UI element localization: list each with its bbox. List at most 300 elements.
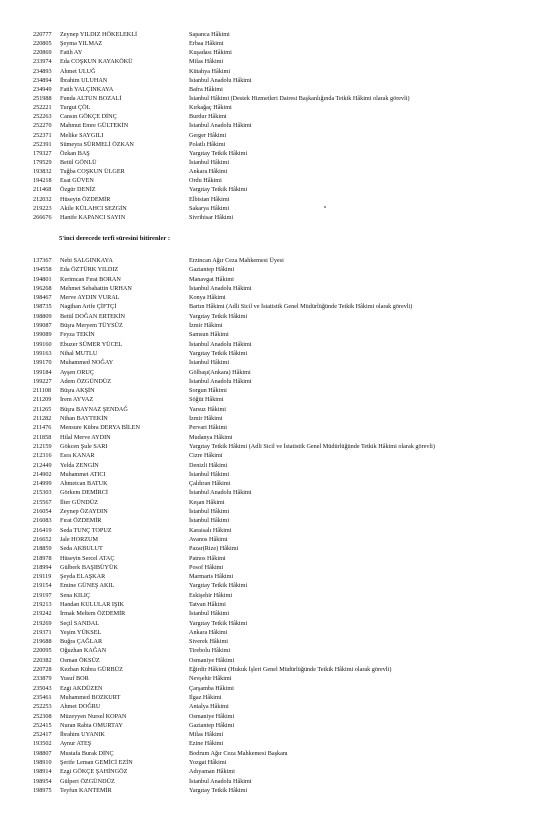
sicil-number: 219371: [33, 628, 52, 636]
sicil-number: 219242: [33, 610, 52, 618]
sicil-number: 252270: [33, 122, 52, 130]
table-row: [33, 442, 513, 451]
court-assignment: Ankara Hâkimi: [189, 168, 228, 176]
sicil-number: 220728: [33, 666, 52, 674]
table-row: [33, 600, 513, 609]
section-heading: 5'inci derecede terfi süresini bitirenler :: [59, 235, 171, 242]
sicil-number: 198954: [33, 777, 52, 785]
sicil-number: 214902: [33, 470, 52, 478]
table-row: [33, 488, 513, 497]
table-row: [33, 730, 513, 739]
table-row: [33, 721, 513, 730]
judge-name: Fırat ÖZDEMİR: [60, 517, 102, 525]
judge-name: Feyza TEKİN: [60, 331, 95, 339]
court-assignment: Denizli Hâkimi: [189, 461, 228, 469]
judge-name: Hüseyin Sercel ATAÇ: [60, 554, 115, 562]
table-row: [33, 433, 513, 442]
court-assignment: Milas Hâkimi: [189, 58, 224, 66]
table-row: [33, 377, 513, 386]
sicil-number: 216419: [33, 526, 52, 534]
promotion-list-fifth-degree: [33, 256, 513, 795]
court-assignment: Cizre Hâkimi: [189, 452, 223, 460]
judge-name: Betül DOĞAN ERTEKİN: [60, 312, 125, 320]
court-assignment: İstanbul Anadolu Hâkimi: [189, 377, 252, 385]
court-assignment: Gerger Hâkimi: [189, 131, 227, 139]
judge-name: Betül GÖNLÜ: [60, 158, 97, 166]
sicil-number: 220777: [33, 31, 52, 38]
court-assignment: Sapanca Hâkimi: [189, 31, 230, 38]
table-row: [33, 609, 513, 618]
table-row: [33, 67, 513, 76]
sicil-number: 234893: [33, 67, 52, 75]
sicil-number: 219213: [33, 600, 52, 608]
judge-name: Aynur ATEŞ: [60, 740, 92, 748]
court-assignment: İstanbul Hâkimi: [189, 508, 230, 516]
sicil-number: 219119: [33, 573, 52, 581]
sicil-number: 252253: [33, 703, 52, 711]
sicil-number: 215567: [33, 498, 52, 506]
judge-name: Nihal MUTLU: [60, 349, 98, 357]
promotion-list-first: [33, 30, 513, 222]
table-row: [33, 368, 513, 377]
table-row: [33, 693, 513, 702]
judge-name: Yusuf BOR: [60, 675, 89, 683]
table-row: [33, 330, 513, 339]
table-row: [33, 646, 513, 655]
sicil-number: 198975: [33, 786, 52, 794]
sicil-number: 179327: [33, 149, 52, 157]
sicil-number: 179529: [33, 158, 52, 166]
court-assignment: Yargıtay Tetkik Hâkimi: [189, 582, 248, 590]
judge-name: Eda ÖZTÜRK YILDIZ: [60, 266, 119, 274]
judge-name: Eda COŞKUN KAYAKÖKÜ: [60, 58, 133, 66]
court-assignment: Yargıtay Tetkik Hâkimi: [189, 349, 248, 357]
court-assignment: Yargıtay Tetkik Hâkimi: [189, 786, 248, 794]
table-row: [33, 423, 513, 432]
court-assignment: Sakarya Hâkimi: [189, 204, 230, 212]
judge-name: Şeyda ELAŞKAR: [60, 573, 106, 581]
table-row: [33, 340, 513, 349]
court-assignment: Gaziantep Hâkimi: [189, 266, 235, 274]
sicil-number: 212316: [33, 452, 52, 460]
table-row: [33, 414, 513, 423]
table-row: [33, 293, 513, 302]
judge-name: Zeynep YILDIZ HÖKELEKLİ: [60, 31, 138, 38]
judge-name: Adem ÖZGÜNDÜZ: [60, 377, 112, 385]
sicil-number: 211858: [33, 433, 52, 441]
judge-name: İbrahim UYANIK: [60, 731, 105, 739]
judge-name: Hüseyin ÖZDEMİR: [60, 195, 111, 203]
sicil-number: 198735: [33, 303, 52, 311]
court-assignment: Bafra Hâkimi: [189, 85, 223, 93]
sicil-number: 218994: [33, 563, 52, 571]
judge-name: Ahmet ULUĞ: [60, 67, 96, 75]
table-row: [33, 507, 513, 516]
court-assignment: Bartın Hâkimi (Adli Sicil ve İstatistik Genel Müdürlüğünde Tetkik Hâkimi olarak görevli): [189, 303, 413, 311]
sicil-number: 251988: [33, 94, 52, 102]
court-assignment: Bodrum Ağır Ceza Mahkemesi Başkanı: [189, 749, 288, 757]
sicil-number: 252417: [33, 731, 52, 739]
table-row: [33, 312, 513, 321]
judge-name: Mehmet Sebahattin URHAN: [60, 284, 132, 292]
sicil-number: 198914: [33, 768, 52, 776]
court-assignment: Osmaniye Hâkimi: [189, 712, 235, 720]
court-assignment: Ezine Hâkimi: [189, 740, 224, 748]
court-assignment: Samsun Hâkimi: [189, 331, 229, 339]
table-row: [33, 131, 513, 140]
court-assignment: Kütahya Hâkimi: [189, 67, 231, 75]
table-row: [33, 30, 513, 39]
court-assignment: İstanbul Anadolu Hâkimi: [189, 777, 252, 785]
court-assignment: Sivrihisar Hâkimi: [189, 213, 234, 221]
court-assignment: Manavgat Hâkimi: [189, 275, 234, 283]
sicil-number: 212159: [33, 442, 52, 450]
table-row: [33, 185, 513, 194]
judge-name: Şeyma YILMAZ: [60, 40, 103, 48]
table-row: [33, 149, 513, 158]
table-row: [33, 451, 513, 460]
court-assignment: Çarşamba Hâkimi: [189, 684, 234, 692]
sicil-number: 194801: [33, 275, 52, 283]
court-assignment: Posof Hâkimi: [189, 563, 224, 571]
table-row: [33, 516, 513, 525]
table-row: [33, 167, 513, 176]
court-assignment: Kırkağaç Hâkimi: [189, 104, 232, 112]
sicil-number: 235043: [33, 684, 52, 692]
judge-name: Hilal Merve AYDIN: [60, 433, 111, 441]
sicil-number: 211282: [33, 415, 52, 423]
judge-name: Yeşim YÜKSEL: [60, 628, 102, 636]
sicil-number: 211209: [33, 396, 52, 404]
table-row: [33, 591, 513, 600]
court-assignment: Yargıtay Tetkik Hâkimi: [189, 186, 248, 194]
judge-name: Müzeyyen Nursel KOPAN: [60, 712, 127, 720]
table-row: [33, 158, 513, 167]
table-row: [33, 712, 513, 721]
sicil-number: 211265: [33, 405, 52, 413]
judge-name: Ahmet DOĞRU: [60, 703, 101, 711]
table-row: [33, 386, 513, 395]
table-row: [33, 265, 513, 274]
court-assignment: Gölbaşı(Ankara) Hâkimi: [189, 368, 251, 376]
judge-name: Oğuzhan KAĞAN: [60, 647, 107, 655]
sicil-number: 220095: [33, 647, 52, 655]
judge-name: Şerife Leman GEMİCİ EZİN: [60, 759, 133, 767]
court-assignment: Söğüt Hâkimi: [189, 396, 224, 404]
sicil-number: 219154: [33, 582, 52, 590]
sicil-number: 194218: [33, 177, 52, 185]
sicil-number: 219688: [33, 638, 52, 646]
judge-name: Muhammed NOĞAY: [60, 359, 114, 367]
sicil-number: 252371: [33, 131, 52, 139]
sicil-number: 234894: [33, 76, 52, 84]
judge-name: Nebi SALGINKAYA: [60, 257, 113, 264]
table-row: [33, 48, 513, 57]
court-assignment: İstanbul Hâkimi: [189, 158, 230, 166]
sicil-number: 199160: [33, 340, 52, 348]
sicil-number: 198910: [33, 759, 52, 767]
sicil-number: 220805: [33, 40, 52, 48]
judge-name: Seda TUNÇ TOPUZ: [60, 526, 112, 534]
court-assignment: İstanbul Hâkimi: [189, 517, 230, 525]
judge-name: Mensure Kübra DERYA BİLEN: [60, 424, 140, 432]
court-assignment: Karaisalı Hâkimi: [189, 526, 232, 534]
sicil-number: 199227: [33, 377, 52, 385]
judge-name: Buğra ÇAĞLAR: [60, 638, 103, 646]
table-row: [33, 572, 513, 581]
table-row: [33, 563, 513, 572]
court-assignment: Sorgun Hâkimi: [189, 387, 227, 395]
sicil-number: 199184: [33, 368, 52, 376]
table-row: [33, 777, 513, 786]
court-assignment: Erzincan Ağır Ceza Mahkemesi Üyesi: [189, 257, 284, 264]
court-assignment: İstanbul Hâkimi (Destek Hizmetleri Dairesi Başkanlığında Tetkik Hâkimi olarak görevli): [189, 94, 410, 102]
table-row: [33, 284, 513, 293]
court-assignment: Adıyaman Hâkimi: [189, 768, 235, 776]
sicil-number: 233974: [33, 58, 52, 66]
court-assignment: İstanbul Hâkimi: [189, 470, 230, 478]
court-assignment: Çaldıran Hâkimi: [189, 480, 231, 488]
court-assignment: Avanos Hâkimi: [189, 535, 228, 543]
judge-name: Mustafa Burak DİNÇ: [60, 749, 114, 757]
court-assignment: Ilgaz Hâkimi: [189, 693, 222, 701]
judge-name: Teyfun KANTEMİR: [60, 786, 112, 794]
table-row: [33, 140, 513, 149]
table-row: [33, 758, 513, 767]
judge-name: Handan KULULAR IŞIK: [60, 600, 124, 608]
table-row: [33, 461, 513, 470]
sicil-number: 194558: [33, 266, 52, 274]
court-assignment: Siverek Hâkimi: [189, 638, 229, 646]
judge-name: Cansın GÖKÇE DİNÇ: [60, 113, 117, 121]
table-row: [33, 39, 513, 48]
court-assignment: Osmaniye Hâkimi: [189, 656, 235, 664]
table-row: [33, 405, 513, 414]
sicil-number: 252221: [33, 104, 52, 112]
table-row: [33, 358, 513, 367]
court-assignment: Erbaa Hâkimi: [189, 40, 224, 48]
table-row: [33, 470, 513, 479]
sicil-number: 199087: [33, 322, 52, 330]
sicil-number: 220382: [33, 656, 52, 664]
court-assignment: İstanbul Hâkimi: [189, 359, 230, 367]
sicil-number: 211468: [33, 186, 52, 194]
judge-name: Jale HORZUM: [60, 535, 98, 543]
judge-name: Muhammet ATICI: [60, 470, 106, 478]
court-assignment: İstanbul Anadolu Hâkimi: [189, 76, 252, 84]
table-row: [33, 628, 513, 637]
sicil-number: 211108: [33, 387, 52, 395]
sicil-number: 193832: [33, 168, 52, 176]
judge-name: Nihan BAYTEKİN: [60, 415, 108, 423]
court-assignment: İstanbul Hâkimi: [189, 610, 230, 618]
table-row: [33, 321, 513, 330]
judge-name: İrmak Meltem ÖZDEMİR: [60, 610, 126, 618]
sicil-number: 196268: [33, 284, 52, 292]
judge-name: Turgut ÇÖL: [60, 104, 91, 112]
court-assignment: Kuşadası Hâkimi: [189, 49, 232, 57]
judge-name: İrem AYVAZ: [60, 396, 94, 404]
table-row: [33, 121, 513, 130]
court-assignment: Elbistan Hâkimi: [189, 195, 230, 203]
court-assignment: Tirebolu Hâkimi: [189, 647, 231, 655]
sicil-number: 252308: [33, 712, 52, 720]
table-row: [33, 554, 513, 563]
sicil-number: 137367: [33, 257, 52, 264]
judge-name: Ayşen ORUÇ: [60, 368, 94, 376]
court-assignment: Polatlı Hâkimi: [189, 140, 226, 148]
table-row: [33, 739, 513, 748]
sicil-number: 212032: [33, 195, 52, 203]
sicil-number: 199163: [33, 349, 52, 357]
sicil-number: 198809: [33, 312, 52, 320]
table-row: [33, 767, 513, 776]
table-row: [33, 479, 513, 488]
sicil-number: 218978: [33, 554, 52, 562]
court-assignment: İzmir Hâkimi: [189, 322, 223, 330]
court-assignment: Antalya Hâkimi: [189, 703, 229, 711]
sicil-number: 212449: [33, 461, 52, 469]
sicil-number: 234949: [33, 85, 52, 93]
court-assignment: Pervari Hâkimi: [189, 424, 227, 432]
court-assignment: İstanbul Anadolu Hâkimi: [189, 489, 252, 497]
court-assignment: Tatvan Hâkimi: [189, 600, 226, 608]
table-row: [33, 57, 513, 66]
judge-name: Melike SAYGILI: [60, 131, 104, 139]
judge-name: Merve AYDIN VURAL: [60, 294, 120, 302]
sicil-number: 219197: [33, 591, 52, 599]
court-assignment: Nevşehir Hâkimi: [189, 675, 232, 683]
court-assignment: İzmir Hâkimi: [189, 415, 223, 423]
court-assignment: Pazar(Rize) Hâkimi: [189, 545, 239, 553]
court-assignment: Eğirdir Hâkimi (Hukuk İşleri Genel Müdürlüğünde Tetkik Hâkimi olarak görevli): [189, 666, 392, 674]
court-assignment: Ordu Hâkimi: [189, 177, 222, 185]
sicil-number: 252415: [33, 721, 52, 729]
court-assignment: Patnos Hâkimi: [189, 554, 226, 562]
table-row: [33, 656, 513, 665]
table-row: [33, 195, 513, 204]
sicil-number: 199089: [33, 331, 52, 339]
court-assignment: Milas Hâkimi: [189, 731, 224, 739]
judge-name: İlter GÜNDÜZ: [60, 498, 98, 506]
table-row: [33, 498, 513, 507]
court-assignment: Burdur Hâkimi: [189, 113, 227, 121]
judge-name: Yelda ZENGİN: [60, 461, 99, 469]
sicil-number: 220869: [33, 49, 52, 57]
sicil-number: 218859: [33, 545, 52, 553]
table-row: [33, 535, 513, 544]
judge-name: Seçil SANDAL: [60, 619, 100, 627]
judge-name: Esat GÜVEN: [60, 177, 94, 185]
sicil-number: 198807: [33, 749, 52, 757]
table-row: [33, 176, 513, 185]
judge-name: Akile KÜLAHCI SEZGİN: [60, 204, 127, 212]
table-row: [33, 112, 513, 121]
sicil-number: 216054: [33, 508, 52, 516]
court-assignment: Yargıtay Tetkik Hâkimi: [189, 312, 248, 320]
sicil-number: 216083: [33, 517, 52, 525]
judge-name: Görkem DEMİRCİ: [60, 489, 108, 497]
court-assignment: İstanbul Anadolu Hâkimi: [189, 284, 252, 292]
sicil-number: 198467: [33, 294, 52, 302]
table-row: [33, 684, 513, 693]
judge-name: Seda AKBULUT: [60, 545, 103, 553]
table-row: [33, 581, 513, 590]
court-assignment: Yargıtay Tetkik Hâkimi (Adli Sicil ve İstatistik Genel Müdürlüğünde Tetkik Hâkimi olarak görevli): [189, 442, 435, 450]
court-assignment: İstanbul Anadolu Hâkimi: [189, 122, 252, 130]
judge-name: Osman ÖKSÜZ: [60, 656, 100, 664]
judge-name: Fatih AY: [60, 49, 83, 57]
court-assignment: Marmaris Hâkimi: [189, 573, 234, 581]
sicil-number: 216652: [33, 535, 52, 543]
judge-name: Sümeyra SÜRMELİ ÖZKAN: [60, 140, 134, 148]
court-assignment: Yarsuz Hâkimi: [189, 405, 227, 413]
judge-name: Fatih YALÇINKAYA: [60, 85, 114, 93]
sicil-number: 211476: [33, 424, 52, 432]
table-row: [33, 85, 513, 94]
judge-name: Özgür DENİZ: [60, 186, 96, 194]
court-assignment: Yargıtay Tetkik Hâkimi: [189, 619, 248, 627]
table-row: [33, 786, 513, 795]
judge-name: Nagihan Arife ÇİFTÇİ: [60, 303, 117, 311]
court-assignment: Keşan Hâkimi: [189, 498, 225, 506]
table-row: [33, 213, 513, 222]
court-assignment: İstanbul Anadolu Hâkimi: [189, 340, 252, 348]
judge-name: Gülperi ÖZGÜNDÜZ: [60, 777, 115, 785]
judge-name: Sena KILIÇ: [60, 591, 91, 599]
table-row: [33, 94, 513, 103]
court-assignment: Mudanya Hâkimi: [189, 433, 233, 441]
judge-name: Ahmetcan BATUK: [60, 480, 108, 488]
table-row: [33, 204, 513, 213]
sicil-number: 266676: [33, 213, 52, 221]
sicil-number: 215303: [33, 489, 52, 497]
judge-name: Özkan BAŞ: [60, 149, 90, 157]
court-assignment: Yozgat Hâkimi: [189, 759, 227, 767]
court-assignment: Ankara Hâkimi: [189, 628, 228, 636]
sicil-number: 219269: [33, 619, 52, 627]
scan-speck: [324, 206, 326, 208]
table-row: [33, 619, 513, 628]
judge-name: Kezban Kübra GÜRBÜZ: [60, 666, 123, 674]
table-row: [33, 395, 513, 404]
sicil-number: 214999: [33, 480, 52, 488]
judge-name: Gökcen Şule SARI: [60, 442, 108, 450]
sicil-number: 193502: [33, 740, 52, 748]
judge-name: Büşra AKŞİN: [60, 387, 95, 395]
judge-name: Büşra BAYNAZ ŞENDAĞ: [60, 405, 128, 413]
judge-name: Nuran Rabia OMURTAY: [60, 721, 123, 729]
court-assignment: Eskişehir Hâkimi: [189, 591, 233, 599]
table-row: [33, 702, 513, 711]
table-row: [33, 665, 513, 674]
table-row: [33, 637, 513, 646]
judge-name: Mahmut Emre GÜLTEKİN: [60, 122, 129, 130]
court-assignment: Gaziantep Hâkimi: [189, 721, 235, 729]
table-row: [33, 103, 513, 112]
judge-name: Tuğba COŞKUN ÜLGER: [60, 168, 125, 176]
table-row: [33, 349, 513, 358]
judge-name: Ebuzer SÜMER YÜCEL: [60, 340, 123, 348]
table-row: [33, 302, 513, 311]
judge-name: İbrahim ULUHAN: [60, 76, 108, 84]
sicil-number: 199170: [33, 359, 52, 367]
table-row: [33, 526, 513, 535]
judge-name: Emine GÜNEŞ AKIL: [60, 582, 115, 590]
table-row: [33, 674, 513, 683]
table-row: [33, 256, 513, 265]
table-row: [33, 544, 513, 553]
